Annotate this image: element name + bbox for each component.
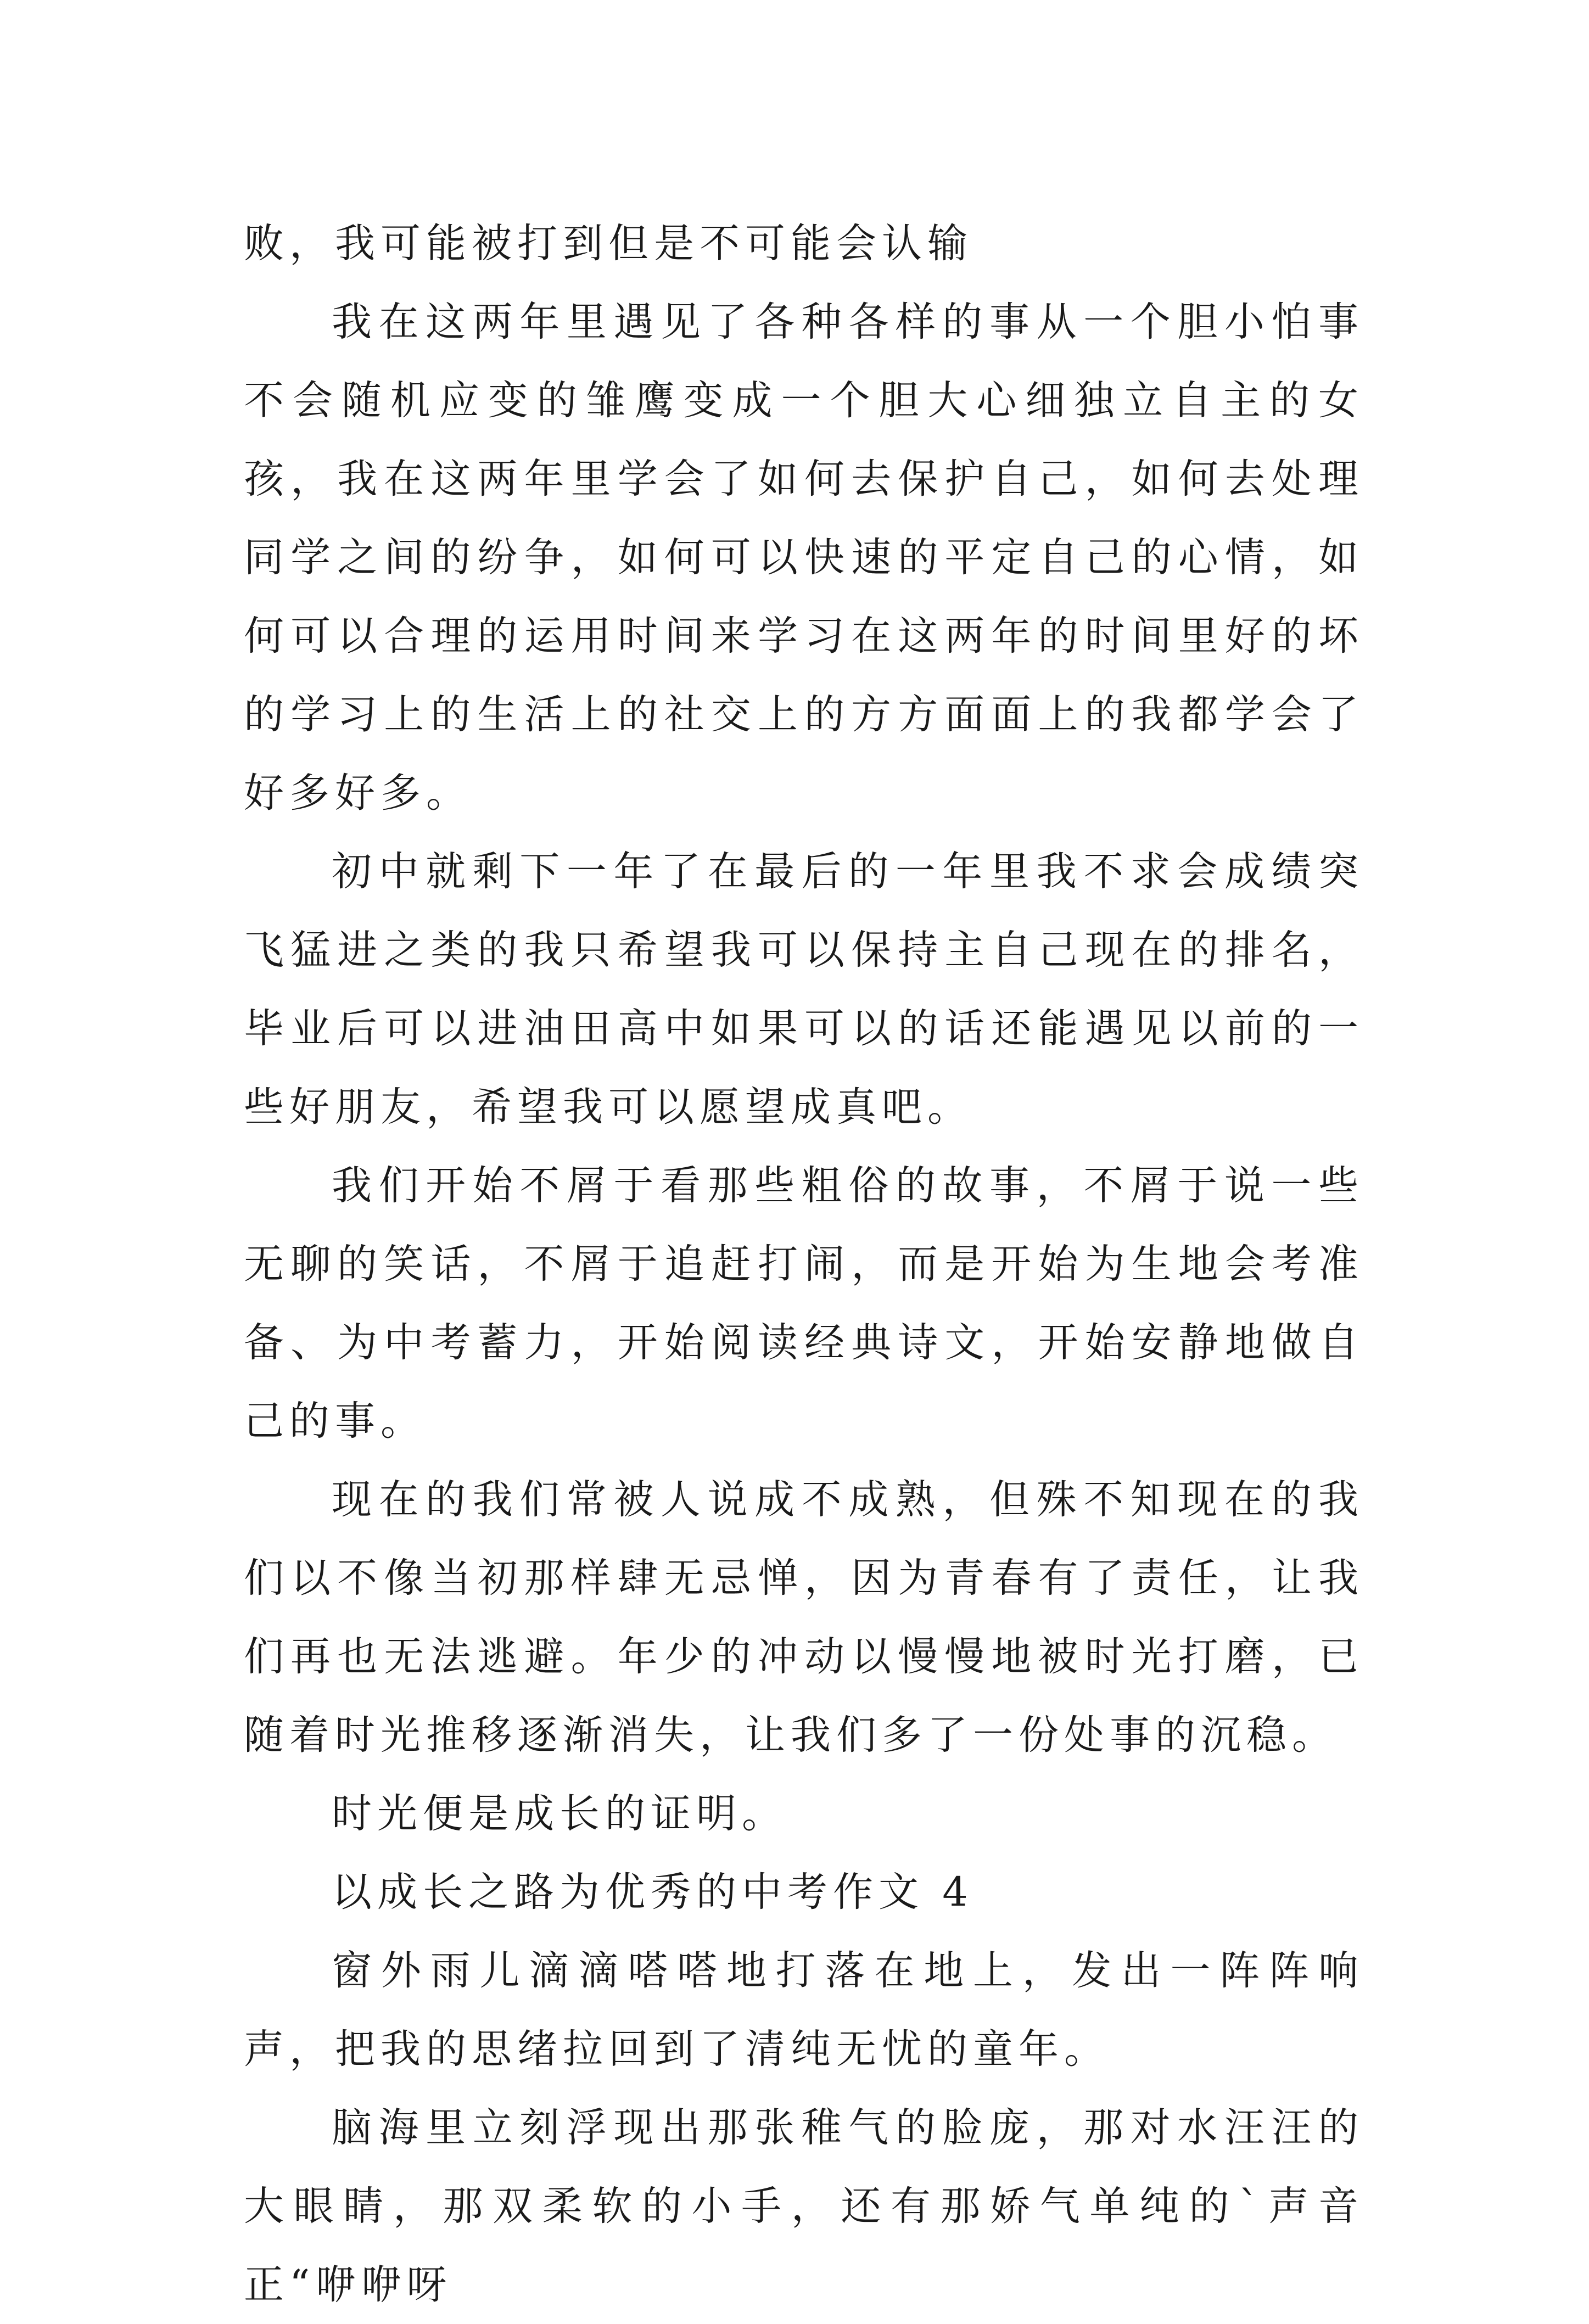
paragraph-1: 败，我可能被打到但是不可能会认输 — [244, 220, 973, 267]
section-heading: 以成长之路为优秀的中考作文 4 — [332, 1869, 973, 1916]
paragraph-2: 我在这两年里遇见了各种各样的事从一个胆小怕事不会随机应变的雏鹰变成一个胆大心细独立自主的女孩，我在这两年里学会了如何去保护自己，如何去处理同学之间的纷争，如何可以快速的平定自己的心情，如何可以合理的运用时间来学习在这两年的时间里好的坏的学习上的生活上的社交上的方方面面上的我都学会了好多好多。 — [244, 299, 1364, 816]
paragraph-8: 脑海里立刻浮现出那张稚气的脸庞，那对水汪汪的大眼睛，那双柔软的小手，还有那娇气单纯的`声音正“咿咿呀 — [244, 2104, 1364, 2308]
paragraph-3: 初中就剩下一年了在最后的一年里我不求会成绩突飞猛进之类的我只希望我可以保持主自己现在的排名，毕业后可以进油田高中如果可以的话还能遇见以前的一些好朋友，希望我可以愿望成真吧。 — [244, 848, 1364, 1130]
document-body — [244, 204, 1364, 2324]
paragraph-4: 我们开始不屑于看那些粗俗的故事，不屑于说一些无聊的笑话，不屑于追赶打闹，而是开始为生地会考准备、为中考蓄力，开始阅读经典诗文，开始安静地做自己的事。 — [244, 1162, 1364, 1444]
paragraph-6: 时光便是成长的证明。 — [332, 1790, 787, 1837]
paragraph-5: 现在的我们常被人说成不成熟，但殊不知现在的我们以不像当初那样肆无忌惮，因为青春有了责任，让我们再也无法逃避。年少的冲动以慢慢地被时光打磨，已随着时光推移逐渐消失，让我们多了一份处事的沉稳。 — [244, 1476, 1364, 1759]
paragraph-7: 窗外雨儿滴滴嗒嗒地打落在地上，发出一阵阵响声，把我的思绪拉回到了清纯无忧的童年。 — [244, 1947, 1364, 2073]
